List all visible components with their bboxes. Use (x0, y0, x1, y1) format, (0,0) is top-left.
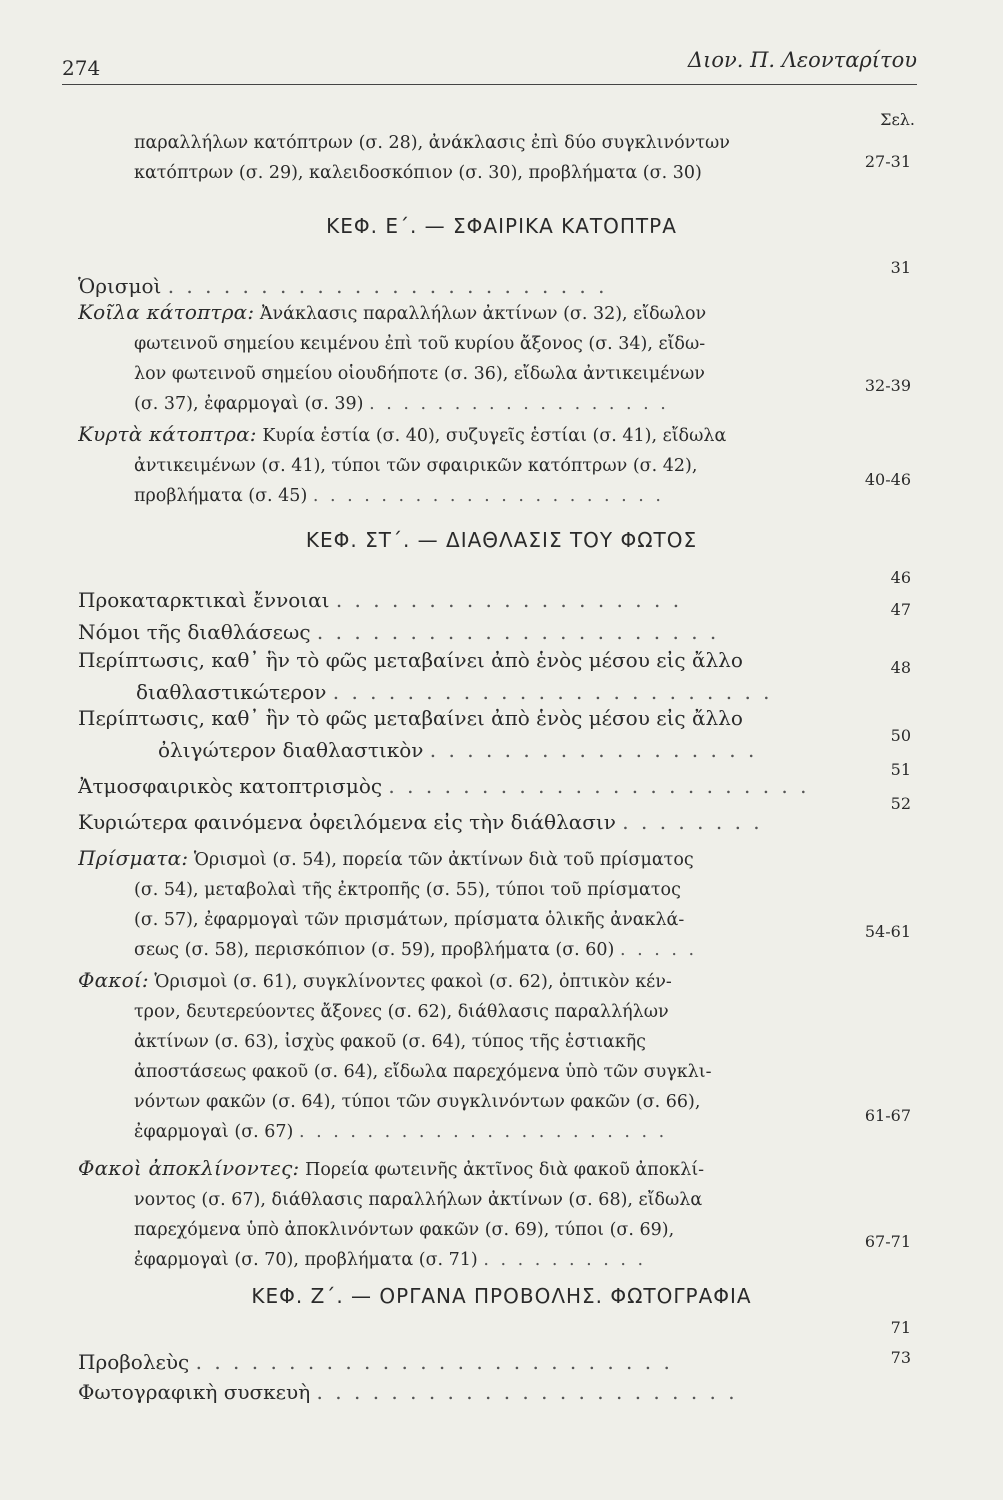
page-ref: 52 (890, 794, 911, 813)
toc-entry-prokatarktikai: Προκαταρκτικαὶ ἔννοιαι . . . . . . . . . . . . . . . . . . . (78, 588, 683, 612)
toc-entry-orismoi: Ὁρισμοὶ . . . . . . . . . . . . . . . . . . . . . . . . (78, 274, 608, 298)
toc-entry-atmos: Ἀτμοσφαιρικὸς κατοπτρισμὸς . . . . . . . . . . . . . . . . . . . . . . . (78, 774, 810, 798)
page-ref: 47 (890, 600, 911, 619)
toc-entry-provoleus: Προβολεὺς . . . . . . . . . . . . . . . . . . . . . . . . . . (78, 1350, 673, 1374)
toc-entry-case2: Περίπτωσις, καθ᾽ ἣν τὸ φῶς μεταβαίνει ἀπὸ ἑνὸς μέσου εἰς ἄλλο ὀλιγώτερον διαθλαστικὸν . . . . . . . . . . . . . . . . . . (78, 706, 758, 762)
toc-entry-koila: Κοῖλα κάτοπτρα: Ἀνάκλασις παραλλήλων ἀκτίνων (σ. 32), εἴδωλον φωτεινοῦ σημείου κειμένου ἐπὶ τοῦ κυρίου ἄξονος (σ. 34), εἴδω- λον φωτεινοῦ σημείου οἱουδήποτε (σ. 36), εἴδωλα ἀντικειμένων (σ. 37), ἐφαρμογαὶ (σ. 39) . . . . . . . . . . . . . . . . . . (78, 300, 707, 414)
page-ref: 46 (890, 568, 911, 587)
page-ref: 71 (890, 1318, 911, 1337)
page-ref: 54-61 (864, 922, 911, 941)
page-number: 274 (62, 56, 101, 80)
toc-entry-kyriotera: Κυριώτερα φαινόμενα ὀφειλόμενα εἰς τὴν διάθλασιν . . . . . . . . (78, 810, 763, 834)
toc-entry-fotografiki: Φωτογραφικὴ συσκευὴ . . . . . . . . . . . . . . . . . . . . . . . (78, 1380, 738, 1404)
page-ref: 32-39 (864, 376, 911, 395)
toc-entry-fakoi: Φακοί: Ὁρισμοὶ (σ. 61), συγκλίνοντες φακοὶ (σ. 62), ὀπτικὸν κέν- τρον, δευτερεύοντες ἄξονες (σ. 62), διάθλασις παραλλήλων ἀκτίνων (σ. 63), ἰσχὺς φακοῦ (σ. 64), τύπος τῆς ἑστιακῆς ἀποστάσεως φακοῦ (σ. 64), εἴδωλα παρεχόμενα ὑπὸ τῶν συγκλι- νόντων φακῶν (σ. 64), τύποι τῶν συγκλινόντων φακῶν (σ. 66), ἐφαρμογαὶ (σ. 67) . . . . . . . . . . . . . . . . . . . . . . (78, 968, 712, 1142)
toc-entry-case1: Περίπτωσις, καθ᾽ ἣν τὸ φῶς μεταβαίνει ἀπὸ ἑνὸς μέσου εἰς ἄλλο διαθλαστικώτερον . . . . . . . . . . . . . . . . . . . . . . . . (78, 648, 773, 704)
page-ref: 67-71 (864, 1232, 911, 1251)
toc-entry-nomoi: Νόμοι τῆς διαθλάσεως . . . . . . . . . . . . . . . . . . . . . . (78, 620, 720, 644)
page-ref: 27-31 (864, 152, 911, 171)
page-ref: 31 (890, 258, 911, 277)
toc-entry-prismata: Πρίσματα: Ὁρισμοὶ (σ. 54), πορεία τῶν ἀκτίνων διὰ τοῦ πρίσματος (σ. 54), μεταβολαὶ τῆς ἐκτροπῆς (σ. 55), τύποι τοῦ πρίσματος (σ. 57), ἐφαρμογαὶ τῶν πρισμάτων, πρίσματα ὁλικῆς ἀνακλά- σεως (σ. 58), περισκόπιον (σ. 59), προβλήματα (σ. 60) . . . . . (78, 846, 698, 960)
running-head-author: Διον. Π. Λεονταρίτου (687, 48, 917, 72)
page-ref: 50 (890, 726, 911, 745)
page-ref: 51 (890, 760, 911, 779)
page-ref: 48 (890, 658, 911, 677)
chapter-heading-z: ΚΕΦ. Ζ΄. — ΟΡΓΑΝΑ ΠΡΟΒΟΛΗΣ. ΦΩΤΟΓΡΑΦΙΑ (251, 1284, 752, 1308)
page-ref: 73 (890, 1348, 911, 1367)
toc-entry-intro: παραλλήλων κατόπτρων (σ. 28), ἀνάκλασις ἐπὶ δύο συγκλινόντων κατόπτρων (σ. 29), καλειδοσκόπιον (σ. 30), προβλήματα (σ. 30) (134, 133, 730, 183)
chapter-heading-e: ΚΕΦ. Ε΄. — ΣΦΑΙΡΙΚΑ ΚΑΤΟΠΤΡΑ (326, 214, 677, 238)
chapter-heading-st: ΚΕΦ. ΣΤ΄. — ΔΙΑΘΛΑΣΙΣ ΤΟΥ ΦΩΤΟΣ (305, 528, 698, 552)
page-ref: 61-67 (864, 1106, 911, 1125)
page-ref: 40-46 (864, 470, 911, 489)
toc-entry-kyrta: Κυρτὰ κάτοπτρα: Κυρία ἑστία (σ. 40), συζυγεῖς ἑστίαι (σ. 41), εἴδωλα ἀντικειμένων (σ. 41), τύποι τῶν σφαιρικῶν κατόπτρων (σ. 42), προβλήματα (σ. 45) . . . . . . . . . . . . . . . . . . . . . (78, 422, 727, 506)
toc-entry-fakoi-apoklinontes: Φακοὶ ἀποκλίνοντες: Πορεία φωτεινῆς ἀκτῖνος διὰ φακοῦ ἀποκλί- νοντος (σ. 67), διάθλασις παραλλήλων ἀκτίνων (σ. 68), εἴδωλα παρεχόμενα ὑπὸ ἀποκλινόντων φακῶν (σ. 69), τύποι (σ. 69), ἐφαρμογαὶ (σ. 70), προβλήματα (σ. 71) . . . . . . . . . . (78, 1156, 705, 1270)
pages-column-label: Σελ. (880, 110, 915, 129)
header-rule (62, 84, 917, 85)
